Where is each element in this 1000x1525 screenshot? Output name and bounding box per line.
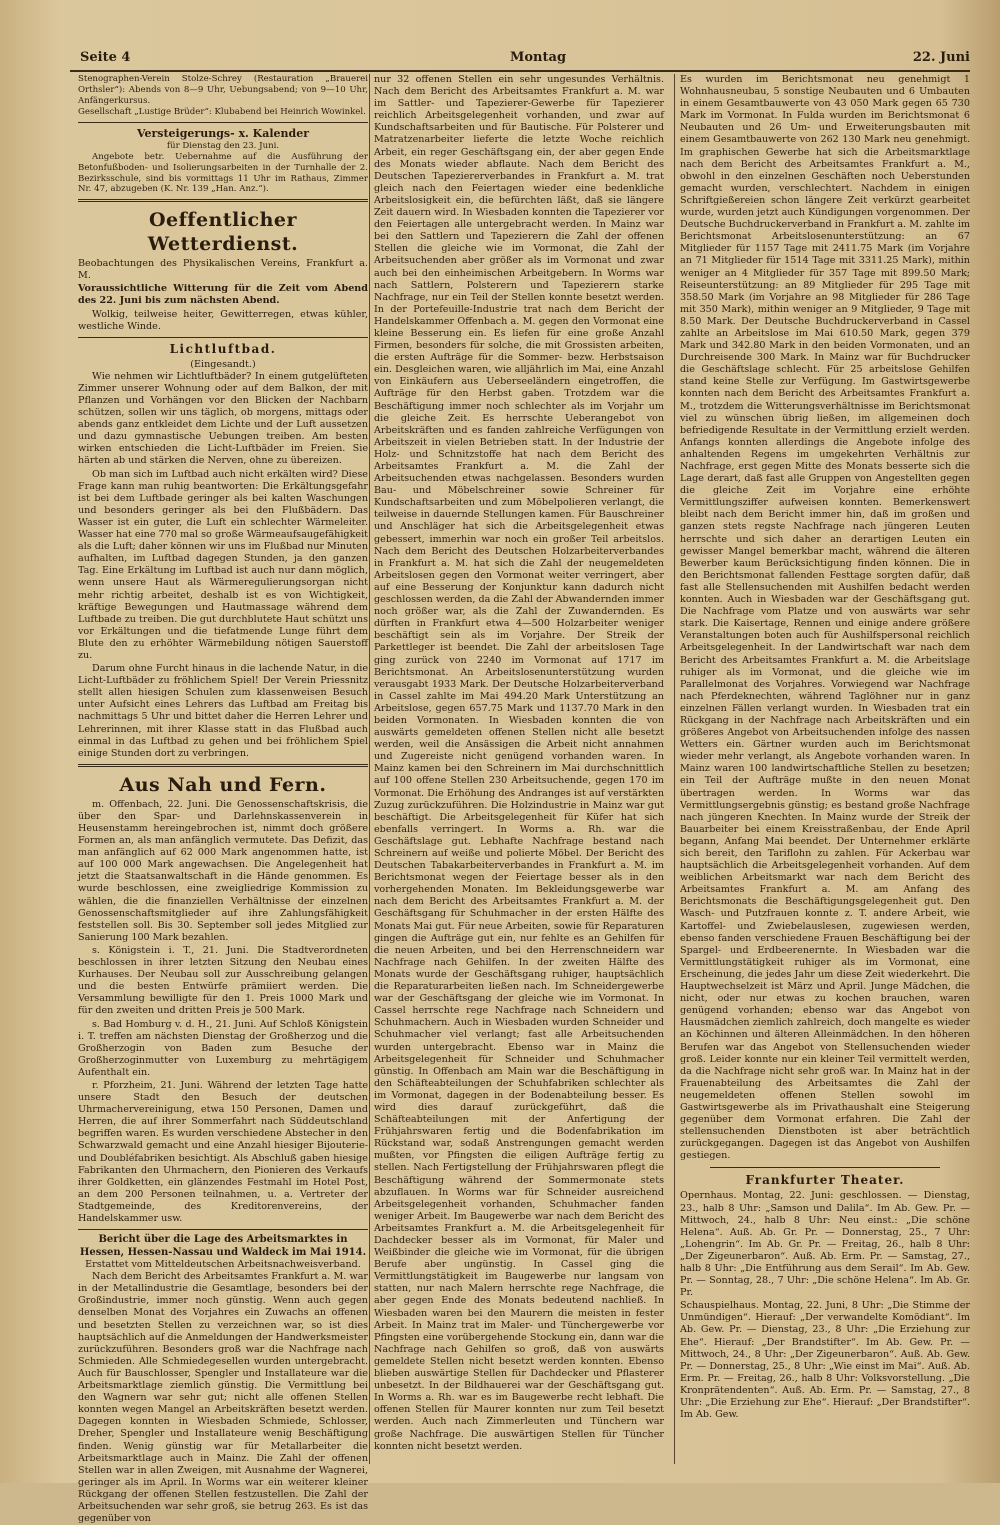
weather-text: Wolkig, teilweise heiter, Gewitterregen, etwas kühler, westliche Winde. bbox=[78, 308, 368, 332]
column-divider bbox=[674, 74, 675, 1464]
club-notice: Stenographen-Verein Stolze-Schrey (Restauration „Brauerei Orthsler“): Abends von 8—9 Uhr, Uebungsabend; von 9—10 Uhr, Anfängerkursus. bbox=[78, 74, 368, 106]
kalender-title: Versteigerungs- x. Kalender bbox=[136, 127, 310, 141]
divider bbox=[78, 1229, 368, 1230]
article-paragraph: nur 32 offenen Stellen ein sehr ungesundes Verhältnis. Nach dem Bericht des Arbeitsamtes Frankfurt a. M. war im Sattler- und Tapezierer-Gewerbe für Tapezierer reichlich Arbeitsgelegenheit vorhanden, und zwar auf Kundschaftsarbeiten und für Bautische. Für Polsterer und Matratzenarbeiter lieferte die letzte Woche reichlich Arbeit, ein reger Geschäftsgang ein, der aber gegen Ende des Monats wieder abflaute. Nach dem Bericht des Deutschen Tapeziererverbandes in Frankfurt a. M. trat gleich nach den Feiertagen wieder eine bedenkliche Arbeitslosigkeit ein, die befürchten läßt, daß sie längere Zeit dauern wird. In Wiesbaden konnten die Tapezierer vor den Feiertagen alle untergebracht werden. In Mainz war bei den Sattlern und Tapezierern die Zahl der offenen Stellen die gleiche wie im Vormonat, die Zahl der Arbeitsuchenden aber größer als im Vormonat und zwar auch bei den einheimischen Arbeitgebern. In Worms war nach Sattlern, Polsterern und Tapezierern starke Nachfrage, nur ein Teil der Stellen konnte besetzt werden. In der Portefeuille-Industrie trat nach dem Bericht der Handelskammer Offenbach a. M. gegen den Vormonat eine kleine Besserung ein. Es liefen für eine große Anzahl Firmen, besonders für solche, die mit Grossisten arbeiten, die ersten Aufträge für die Sommer- bezw. Herbstsaison ein. Desgleichen waren, wie alljährlich im Mai, eine Anzahl von Einkäufern aus Ueberseeländern eingetroffen, die Aufträge für den Herbst gaben. Trotzdem war die Beschäftigung immer noch schlechter als im Vorjahr um die gleiche Zeit. Es herrschte Ueberangebot von Arbeitskräften und es fanden zahlreiche Verfügungen von Arbeitszeit in vielen Betrieben statt. In der Industrie der Holz- und Schnitzstoffe hat nach dem Bericht des Arbeitsamtes Frankfurt a. M. die Zahl der Arbeitsuchenden etwas nachgelassen. Besonders wurden Bau- und Möbelschreiner sowie Schreiner für Kundschaftsarbeiten und zum Möbelpolieren verlangt, die teilweise in dauernde Stellungen kamen. Für Bauschreiner und Anschläger hat sich die Arbeitsgelegenheit etwas gebessert, immerhin war noch ein großer Teil arbeitslos. Nach dem Bericht des Deutschen Holzarbeiterverbandes in Frankfurt a. M. hat sich die Zahl der neugemeldeten Arbeitslosen gegen den Vormonat weiter verringert, aber auf eine Besserung der Konjunktur kann dadurch nicht geschlossen werden, da die Zahl der Abwandernden immer noch größer war, als die Zahl der Zuwandernden. Es dürften in Frankfurt etwa 4—500 Holzarbeiter weniger beschäftigt sein als im Vorjahre. Der Streik der Parkettleger ist beendet. Die Zahl der arbeitslosen Tage ging zurück von 2240 im Vormonat auf 1717 im Berichtsmonat. An Arbeitslosenunterstützung wurden verausgabt 1933 Mark. Der Deutsche Holzarbeiterverband in Cassel zahlte im Mai 494.20 Mark Unterstützung an Arbeitslose, gegen 657.75 Mark und 1137.70 Mark in den beiden Vormonaten. In Wiesbaden konnten die von auswärts gemeldeten offenen Stellen nicht alle besetzt werden, weil die Ansässigen die Arbeit nicht annahmen und Zugereiste nicht genügend vorhanden waren. In Mainz kamen bei den Schreinern im Mai durchschnittlich auf 100 offene Stellen 230 Arbeitsuchende, gegen 170 im Vormonat. Die Erhöhung des Andranges ist auf verstärkten Zuzug zurückzuführen. Die Holzindustrie in Mainz war gut beschäftigt. Die Arbeitsgelegenheit für Küfer hat sich ebenfalls verringert. In Worms a. Rh. war die Geschäftslage gut. Lebhafte Nachfrage bestand nach Schreinern auf weiße und polierte Möbel. Der Bericht des Deutschen Tabakarbeiterverbandes in Frankfurt a. M. im Berichtsmonat wegen der Feiertage besser als in den vorhergehenden Monaten. Im Bekleidungsgewerbe war nach dem Bericht des Arbeitsamtes Frankfurt a. M. der Geschäftsgang für Schuhmacher in der ersten Hälfte des Monats Mai gut. Für neue Arbeiten, sowie für Reparaturen gingen die Aufträge gut ein, nur fehlte es an Gehilfen für die neuen Arbeiten, und bei den Herrenschneidern war Nachfrage nach Gehilfen. In der zweiten Hälfte des Monats wurde der Geschäftsgang ruhiger, hauptsächlich die Reparaturarbeiten ließen nach. Im Schneidergewerbe war der Geschäftsgang der gleiche wie im Vormonat. In Cassel herrschte rege Nachfrage nach Schneidern und Schuhmachern. Auch in Wiesbaden wurden Schneider und Schuhmacher viel verlangt; fast alle Arbeitsuchenden wurden untergebracht. Ebenso war in Mainz die Arbeitsgelegenheit für Schneider und Schuhmacher günstig. In Offenbach am Main war die Beschäftigung in den Schäfteabteilungen der Schuhfabriken schlechter als im Vormonat, dagegen in der Bodenabteilung besser. Es wird dies darauf zurückgeführt, daß die Schäfteabteilungen mit der Anfertigung der Frühjahrswaren fertig und die Bodenfabrikation im Rückstand war, sodaß Anstrengungen gemacht werden mußten, vor Pfingsten die eiligen Aufträge fertig zu stellen. Nach Fertigstellung der Frühjahrswaren pflegt die Beschäftigung während der Sommermonate stets abzuflauen. In Worms war für Schneider ausreichend Arbeitsgelegenheit vorhanden, Schuhmacher fanden weniger Arbeit. Im Baugewerbe war nach dem Bericht des Arbeitsamtes Frankfurt a. M. die Arbeitsgelegenheit für Dachdecker besser als im Vormonat, für Maler und Weißbinder die gleiche wie im Vormonat, für die übrigen Berufe aber ungünstig. In Cassel ging die Vermittlungstätigkeit im Baugewerbe nur langsam von statten, nur nach Malern herrschte rege Nachfrage, die aber gegen Ende des Monats bedeutend nachließ. In Wiesbaden waren bei den Maurern die meisten in fester Arbeit. In Mainz trat im Maler- und Tünchergewerbe vor Pfingsten eine vorübergehende Stockung ein, dann war die Nachfrage nach Gehilfen so groß, daß von auswärts gemeldete Stellen nicht besetzt werden konnten. Ebenso blieben auswärtige Stellen für Dachdecker und Pflasterer unbesetzt. In der Bildhauerei war der Geschäftsgang gut. In Worms a. Rh. war es im Baugewerbe recht lebhaft. Die offenen Stellen für Maurer konnten nur zum Teil besetzt werden. Auch nach Zimmerleuten und Tünchern war große Nachfrage. Die auswärtigen Stellen für Tüncher konnten nicht besetzt werden. bbox=[374, 74, 664, 1452]
divider bbox=[710, 1167, 940, 1168]
theater-listing-opera: Opernhaus. Montag, 22. Juni: geschlossen. — Dienstag, 23., halb 8 Uhr: „Samson und Dalila“. Im Ab. Gew. Pr. — Mittwoch, 24., halb 8 Uhr: Neu einst.: „Die schöne Helena“. Auß. Ab. Gr. Pr. — Donnerstag, 25., 7 Uhr: „Lohengrin“. Im Ab. Gr. Pr. — Freitag, 26., halb 8 Uhr: „Der Zigeunerbaron“. Auß. Ab. Erm. Pr. — Samstag, 27., halb 8 Uhr: „Die Entführung aus dem Serail“. Im Ab. Gew. Pr. — Sonntag, 28., 7 Uhr: „Die schöne Helena“. Im Ab. Gr. Pr. bbox=[680, 1190, 970, 1299]
column-3 bbox=[680, 74, 970, 1469]
divider bbox=[78, 337, 368, 338]
divider bbox=[78, 199, 368, 202]
weekday: Montag bbox=[510, 50, 567, 65]
news-item: r. Pforzheim, 21. Juni. Während der letzten Tage hatte unsere Stadt den Besuch der deutschen Uhrmachervereinigung, etwa 150 Personen, Damen und Herren, die auf ihrer Sommerfahrt nach Süddeutschland begriffen waren. Es wurden verschiedene Abstecher in den Schwarzwald gemacht und eine Anzahl hiesiger Bijouterie- und Doubléfabriken besichtigt. Als Abschluß gaben hiesige Fabrikanten den Uhrmachern, den Pionieren des Verkaufs ihrer Goldketten, ein glänzendes Festmahl im Hotel Post, an dem 200 Personen teilnahmen, u. a. Vertreter der Stadtgemeinde, des Kreditorenvereins, der Handelskammer usw. bbox=[78, 1079, 368, 1225]
bericht-subtitle: Erstattet vom Mitteldeutschen Arbeitsnachweisverband. bbox=[85, 1259, 361, 1271]
news-item: m. Offenbach, 22. Juni. Die Genossenschaftskrisis, die über den Spar- und Darlehnskassenverein in Heusenstamm hereingebrochen ist, nimmt doch größere Formen an, als man anfänglich vermutete. Das Defizit, das man anfänglich auf 62 000 Mark angenommen hatte, ist auf 100 000 Mark angewachsen. Die Angelegenheit hat jetzt die Staatsanwaltschaft in die Hände genommen. Es wurde beschlossen, eine zweigliedrige Kommission zu wählen, die die finanziellen Verhältnisse der einzelnen Genossenschaftsmitglieder auf ihre Zahlungsfähigkeit feststellen soll. Bis 30. September soll jedes Mitglied zur Sanierung 100 Mark bezahlen. bbox=[78, 798, 368, 943]
weather-intro: Beobachtungen des Physikalischen Vereins, Frankfurt a. M. bbox=[78, 258, 368, 282]
news-item: s. Königstein i. T., 21. Juni. Die Stadtverordneten beschlossen in ihrer letzten Sitzung den Neubau eines Kurhauses. Der Neubau soll zur Ausschreibung gelangen und die besten Entwürfe prämiiert werden. Die Versammlung bewilligte für den 1. Preis 1000 Mark und für den zweiten und dritten Preis je 500 Mark. bbox=[78, 944, 368, 1017]
column-2 bbox=[374, 74, 664, 1469]
article-paragraph: Darum ohne Furcht hinaus in die lachende Natur, in die Licht-Luftbäder zu fröhlichem Spiel! Der Verein Priessnitz stellt allen hiesigen Schulen zum klassenweisen Besuch unter Aufsicht eines Lehrers das Luftbad am Freitag bis nachmittags 5 Uhr und bittet daher die Herren Lehrer und Lehrerinnen, mit ihrer Klasse statt in das Flußbad auch einmal in das Luftbad zu gehen und bei fröhlichem Spiel einige Stunden dort zu verbringen. bbox=[78, 663, 368, 759]
kalender-date: für Dienstag den 23. Juni. bbox=[166, 141, 280, 152]
issue-date: 22. Juni bbox=[912, 50, 970, 65]
kalender-text: Angebote betr. Uebernahme auf die Ausführung der Betonfußboden- und Isolierungsarbeiten in der Turnhalle der 2. Bezirksschule, sind bis vormittags 11 Uhr im Rathaus, Zimmer Nr. 47, abzugeben (K. Nr. 139 „Han. Anz.“). bbox=[78, 151, 368, 195]
page-number: Seite 4 bbox=[80, 50, 131, 65]
news-item: s. Bad Homburg v. d. H., 21. Juni. Auf Schloß Königstein i. T. treffen am nächsten Dienstag der Großherzog und die Großherzogin von Baden zum Besuche der Großherzoginmutter von Luxemburg zu mehrtägigem Aufenthalt ein. bbox=[78, 1018, 368, 1078]
column-divider bbox=[369, 74, 370, 1464]
lichtluftbad-subtitle: (Eingesandt.) bbox=[190, 358, 256, 370]
theater-listing-schauspiel: Schauspielhaus. Montag, 22. Juni, 8 Uhr: „Die Stimme der Unmündigen“. Hierauf: „Der verwandelte Komödiant“. Im Ab. Gew. Pr. — Dienstag, 23., 8 Uhr: „Die Erziehung zur Ehe“. Hierauf: „Der Brandstifter“. Im Ab. Gew. Pr. — Mittwoch, 24., 8 Uhr: „Der Zigeunerbaron“. Auß. Ab. Gew. Pr. — Donnerstag, 25., 8 Uhr: „Wie einst im Mai“. Auß. Ab. Erm. Pr. — Freitag, 26., halb 8 Uhr: Volksvorstellung. „Die Kronprätendenten“. Auß. Ab. Erm. Pr. — Samstag, 27., 8 Uhr: „Die Erziehung zur Ehe“. Hierauf: „Der Brandstifter“. Im Ab. Gew. bbox=[680, 1300, 970, 1421]
weather-title: Oeffentlicher Wetterdienst. bbox=[147, 209, 299, 256]
article-paragraph: Es wurden im Berichtsmonat neu genehmigt 1 Wohnhausneubau, 5 sonstige Neubauten und 6 Umbauten in einem Gesamtbauwerte von 43 050 Mark gegen 65 730 Mark im Vormonat. In Fulda wurden im Berichtsmonat 6 Neubauten und 26 Um- und Erweiterungsbauten mit einem Gesamtbauwerte von 262 130 Mark neu genehmigt. Im graphischen Gewerbe hat sich die Arbeitsmarktlage nach dem Bericht des Arbeitsamtes Frankfurt a. M., obwohl in den einzelnen Geschäften noch Ueberstunden gemacht wurden, verschlechtert. Nachdem in einigen Schriftgießereien schon längere Zeit verkürzt gearbeitet wurde, wurden jetzt auch Kündigungen vorgenommen. Der Deutsche Buchdruckerverband in Frankfurt a. M. zahlte im Berichtsmonat Arbeitslosenunterstützung: an 67 Mitglieder für 1157 Tage mit 2411.75 Mark (im Vorjahre an 71 Mitglieder für 1514 Tage mit 3311.25 Mark), mithin weniger an 4 Mitglieder für 357 Tage mit 899.50 Mark; Reiseunterstützung: an 89 Mitglieder für 295 Tage mit 358.50 Mark (im Vorjahre an 98 Mitglieder für 286 Tage mit 350 Mark), mithin weniger an 9 Mitglieder, 9 Tage mit 8.50 Mark. Der Deutsche Buchdruckerverband in Cassel zahlte an Arbeitslose im Mai 610.50 Mark, gegen 379 Mark und 342.80 Mark in den beiden Vormonaten, und an Durchreisende 300 Mark. In Mainz war für Buchdrucker die Geschäftslage schlecht. Für 25 arbeitslose Gehilfen stand keine Stelle zur Verfügung. Im Gastwirtsgewerbe konnten nach dem Bericht des Arbeitsamtes Frankfurt a. M., trotzdem die Witterungsverhältnisse im Berichtsmonat viel zu wünschen übrig ließen, im allgemeinen doch befriedigende Resultate in der Vermittlung erzielt werden. Anfangs konnten allerdings die Angebote infolge des anhaltenden Regens im umgekehrten Verhältnis zur Nachfrage, erst gegen Mitte des Monats besserte sich die Lage derart, daß fast alle Gruppen von Angestellten gegen die gleiche Zeit im Vorjahre eine erhöhte Vermittlungsziffer aufweisen konnten. Bemerkenswert bleibt nach dem Bericht immer hin, daß im großen und ganzen stets regste Nachfrage nach jüngeren Leuten herrschte und sich daher an derartigen Leuten ein gewisser Mangel bemerkbar macht, während die älteren Bewerber kaum Berücksichtigung finden können. Die in den Berichtsmonat fallenden Festtage sorgten dafür, daß fast alle Stellensuchenden mit Aushilfen bedacht werden konnten. Auch in Wiesbaden war der Geschäftsgang gut. Die Nachfrage vom Platze und von auswärts war sehr stark. Die Kaisertage, Rennen und einige andere größere Veranstaltungen boten auch für Aushilfspersonal reichlich Arbeitsgelegenheit. In der Landwirtschaft war nach dem Bericht des Arbeitsamtes Frankfurt a. M. die Arbeitslage ruhiger als im Vormonat, und die gleiche wie im Parallelmonat des Vorjahres. Vorwiegend war Nachfrage nach Pferdeknechten, während Taglöhner nur in ganz einzelnen Fällen verlangt wurden. In Wiesbaden trat ein Rückgang in der Nachfrage nach Arbeitskräften und ein größeres Angebot von Arbeitsuchenden infolge des nassen Wetters ein. Gärtner wurden auch im Berichtsmonat wieder mehr verlangt, als Angebote vorhanden waren. In Mainz waren 100 landwirtschaftliche Stellen zu besetzen; ein Teil der Aufträge mußte in den neuen Monat übertragen werden. In Worms war das Vermittlungsergebnis günstig; es bestand große Nachfrage nach jüngeren Knechten. In Mainz wurde der Streik der Bauarbeiter bei einem Kreisstraßenbau, der Ende April begann, Anfang Mai beendet. Der Unternehmer erklärte sich bereit, den Tariflohn zu zahlen. Für Ackerbau war hauptsächlich die Arbeitsgelegenheit vorhanden. Auf dem weiblichen Arbeitsmarkt war nach dem Bericht des Arbeitsamtes Frankfurt a. M. am Anfang des Berichtsmonats die Beschäftigungsgelegenheit gut. Den Wasch- und Putzfrauen konnte z. T. andere Arbeit, wie Kartoffel- und Zwiebelauslesen, zugewiesen werden, ebenso fanden verschiedene Frauen Beschäftigung bei der Spargel- und Erdbeerenernte. In Wiesbaden war die Vermittlungstätigkeit ruhiger als im Vormonat, eine Erscheinung, die jedes Jahr um diese Zeit wiederkehrt. Die Hauptwechselzeit ist März und April. Junge Mädchen, die nicht, oder nur etwas zu kochen brauchen, waren genügend vorhanden; ebenso war das Angebot von Hausmädchen ziemlich zahlreich, doch mangelte es wieder an Köchinnen und älteren Alleinmädchen. In den höheren Berufen war das Angebot von Stellensuchenden wieder groß. Leider konnte nur ein kleiner Teil vermittelt werden, da die Nachfrage nicht sehr groß war. In Mainz hat in der Frauenabteilung des Arbeitsamtes die Zahl der neugemeldeten offenen Stellen sowohl im Gastwirtsgewerbe als im Privathaushalt eine Steigerung gegenüber dem Vormonat erfahren. Die Zahl der stellensuchenden Dienstboten ist aber beträchtlich zurückgegangen. Dagegen ist das Angebot von Aushilfen gestiegen. bbox=[680, 74, 970, 1162]
nah-fern-title: Aus Nah und Fern. bbox=[119, 773, 327, 796]
club-notice: Gesellschaft „Lustige Brüder“: Klubabend bei Heinrich Wowinkel. bbox=[78, 107, 366, 118]
divider bbox=[78, 122, 368, 123]
weather-forecast-heading: Voraussichtliche Witterung für die Zeit vom Abend des 22. Juni bis zum nächsten Abend. bbox=[78, 283, 368, 307]
lichtluftbad-title: Lichtluftbad. bbox=[169, 341, 277, 356]
article-paragraph: Ob man sich im Luftbad auch nicht erkälten wird? Diese Frage kann man ruhig beantworten: Die Erkältungsgefahr ist bei dem Luftbade geringer als bei kalten Waschungen und besonders geringer als bei den Flußbädern. Das Wasser ist ein guter, die Luft ein schlechter Wärmeleiter. Wasser hat eine 770 mal so große Wärmeaufsaugefähigkeit als die Luft; daher können wir uns im Flußbad nur Minuten aufhalten, im Luftbad dagegen Stunden, ja den ganzen Tag. Eine Erkältung im Luftbad ist auch nur dann möglich, wenn unsere Haut als Wärmeregulierungsorgan nicht mehr richtig arbeitet, deshalb ist es von Wichtigkeit, kräftige Bewegungen und Hautmassage während dem Luftbade zu treiben. Die gut durchblutete Haut schützt uns vor Erkältungen und die tiefatmende Lunge führt dem Blute den zu erhöhter Wärmebildung nötigen Sauerstoff zu. bbox=[78, 468, 368, 661]
bericht-title: Bericht über die Lage des Arbeitsmarktes in Hessen, Hessen-Nassau und Waldeck im Mai 1914. bbox=[79, 1234, 367, 1258]
page-header bbox=[70, 50, 970, 72]
divider bbox=[78, 764, 368, 767]
theater-title: Frankfurter Theater. bbox=[745, 1173, 905, 1188]
column-1 bbox=[78, 74, 368, 1525]
article-paragraph: Wie nehmen wir Lichtluftbäder? In einem gutgelüfteten Zimmer unserer Wohnung oder auf dem Balkon, der mit Pflanzen und Vorhängen vor den Blicken der Nachbarn schützen, sollen wir uns täglich, ob morgens, mittags oder abends ganz entkleidet dem Lichte und der Luft aussetzen und dazu gymnastische Uebungen treiben. Am besten wirken entschieden die Licht-Luftbäder im Freien. Sie härten ab und stärken die Nerven, ohne zu übereizen. bbox=[78, 370, 368, 467]
article-paragraph: Nach dem Bericht des Arbeitsamtes Frankfurt a. M. war in der Metallindustrie die Gesamtlage, besonders bei der Großindustrie, immer noch günstig. Wenn auch gegen denselben Monat des Vorjahres ein Zuwachs an offenen und besetzten Stellen zu verzeichnen war, so ist dies hauptsächlich auf die Anmeldungen der Handwerksmeister zurückzuführen. Besonders groß war die Nachfrage nach Schmieden. Alle Schmiedegesellen wurden untergebracht. Auch für Bauschlosser, Spengler und Installateure war die Arbeitsmarktlage ziemlich günstig. Die Vermittlung bei den Wagnern war sehr gut; nicht alle offenen Stellen konnten wegen Mangel an Arbeitskräften besetzt werden. Dagegen konnten in Wiesbaden Schmiede, Schlosser, Dreher, Spengler und Installateure wenig Beschäftigung finden. Wenig günstig war für Metallarbeiter die Arbeitsmarktlage auch in Mainz. Die Zahl der offenen Stellen war in allen Zweigen, mit Ausnahme der Wagnerei, geringer als im April. In Worms war ein weiterer kleiner Rückgang der offenen Stellen festzustellen. Die Zahl der Arbeitsuchenden war sehr groß, sie betrug 263. Es ist das gegenüber von bbox=[78, 1271, 368, 1525]
